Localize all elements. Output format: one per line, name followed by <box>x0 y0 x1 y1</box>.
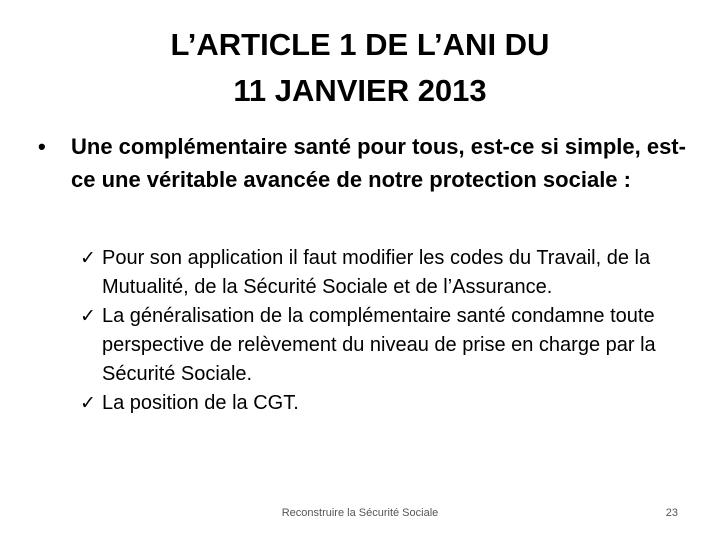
sub-bullet-text: Pour son application il faut modifier les codes du Travail, de la Mutualité, de la Sécurité Sociale et de l’Assurance. <box>102 247 651 298</box>
sub-bullet-item <box>80 302 690 389</box>
sub-bullet-text: La généralisation de la complémentaire santé condamne toute perspective de relèvement du niveau de prise en charge par la Sécurité Sociale. <box>102 305 656 385</box>
checkmark-icon: ✓ <box>80 393 96 414</box>
bullet-dot-icon: • <box>38 134 46 159</box>
checkmark-icon: ✓ <box>80 248 96 269</box>
sub-bullet-item <box>80 389 690 418</box>
main-bullet <box>38 130 688 196</box>
slide-footer: Reconstruire la Sécurité Sociale <box>281 507 439 519</box>
slide-title-line-1: L’ARTICLE 1 DE L’ANI DU <box>170 27 550 62</box>
sub-bullet-item <box>80 244 690 302</box>
main-bullet-text: Une complémentaire santé pour tous, est-ce si simple, est-ce une véritable avancée de notre protection sociale : <box>71 134 686 192</box>
sub-bullet-text: La position de la CGT. <box>102 392 299 414</box>
checkmark-icon: ✓ <box>80 306 96 327</box>
page-number: 23 <box>665 507 678 519</box>
slide-title-line-2: 11 JANVIER 2013 <box>233 73 487 108</box>
slide-title <box>60 22 660 114</box>
sub-bullet-list <box>80 244 690 418</box>
